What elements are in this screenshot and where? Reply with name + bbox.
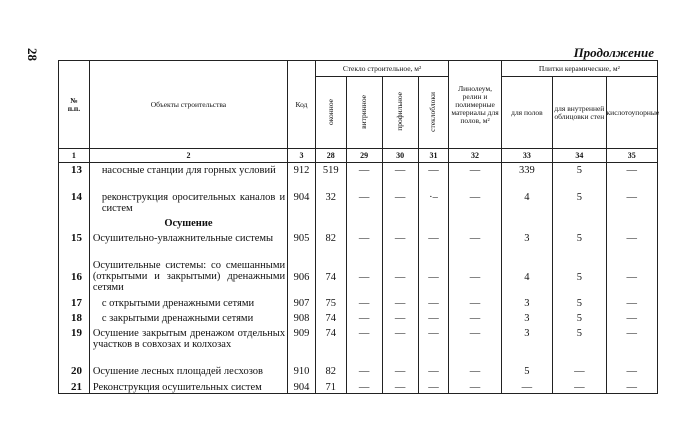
materials-table <box>58 60 658 394</box>
header-tiles-wall: для внутренней облицовки стен <box>553 77 606 149</box>
header-glass-showcase: витринное <box>346 77 382 149</box>
header-tiles-group: Плитки керамические, м² <box>501 61 657 77</box>
header-glass-window: оконное <box>315 77 346 149</box>
table-row: 14 реконструкция оросительных каналов и систем 904 32 — — ·– — 4 5 — <box>59 190 658 217</box>
col-number: 2 <box>89 149 287 163</box>
table-row: 13 насосные станции для горных условий 912 519 — — — — 339 5 — <box>59 163 658 190</box>
object-name: с закрытыми дренажными сетями <box>89 311 287 326</box>
continuation-label: Продолжение <box>573 45 654 60</box>
header-num: № п.п. <box>59 61 90 149</box>
col-number: 1 <box>59 149 90 163</box>
object-name: Реконструкция осушительных систем <box>89 380 287 394</box>
header-glass-blocks: стеклоблоки <box>418 77 449 149</box>
page-number: 28 <box>25 48 40 61</box>
table-row: 16 Осушительные системы: со смешанными (открытыми и закрытыми) дренажными сетями 906 74 — — — — 4 5 — <box>59 258 658 296</box>
object-name: Осушение лесных площадей лесхозов <box>89 364 287 380</box>
object-name: Осушение закрытым дренажом отдельных участков в совхозах и колхозах <box>89 326 287 364</box>
col-number: 3 <box>288 149 316 163</box>
col-number: 35 <box>606 149 657 163</box>
table-row: 18 с закрытыми дренажными сетями 908 74 — — — — 3 5 — <box>59 311 658 326</box>
column-numbers-row <box>59 149 658 163</box>
section-heading-row <box>59 217 658 231</box>
object-name: реконструкция оросительных каналов и систем <box>89 190 287 217</box>
col-number: 31 <box>418 149 449 163</box>
header-glass-group: Стекло строительное, м² <box>315 61 449 77</box>
header-code: Код <box>288 61 316 149</box>
col-number: 32 <box>449 149 501 163</box>
col-number: 34 <box>553 149 606 163</box>
col-number: 29 <box>346 149 382 163</box>
object-name: Осушительно-увлажнительные системы <box>89 231 287 258</box>
object-name: насосные станции для горных условий <box>89 163 287 190</box>
table-row: 20 Осушение лесных площадей лесхозов 910 82 — — — — 5 — — <box>59 364 658 380</box>
section-heading: Осушение <box>89 217 287 231</box>
header-tiles-acid: кислотоупорные <box>606 77 657 149</box>
header-objects: Объекты строительства <box>89 61 287 149</box>
col-number: 30 <box>382 149 418 163</box>
object-name: Осушительные системы: со смешанными (открытыми и закрытыми) дренажными сетями <box>89 258 287 296</box>
table-row: 17 с открытыми дренажными сетями 907 75 — — — — 3 5 — <box>59 296 658 311</box>
table-row: 21 Реконструкция осушительных систем 904 71 — — — — — — — <box>59 380 658 394</box>
table-row: 15 Осушительно-увлажнительные системы 905 82 — — — — 3 5 — <box>59 231 658 258</box>
col-number: 33 <box>501 149 552 163</box>
col-number: 28 <box>315 149 346 163</box>
header-linoleum: Линолеум, релин и полимерные материалы для полов, м² <box>449 61 501 149</box>
header-tiles-floor: для полов <box>501 77 552 149</box>
object-name: с открытыми дренажными сетями <box>89 296 287 311</box>
header-glass-profile: профильное <box>382 77 418 149</box>
table-row: 19 Осушение закрытым дренажом отдельных участков в совхозах и колхозах 909 74 — — — — 3 5 — <box>59 326 658 364</box>
